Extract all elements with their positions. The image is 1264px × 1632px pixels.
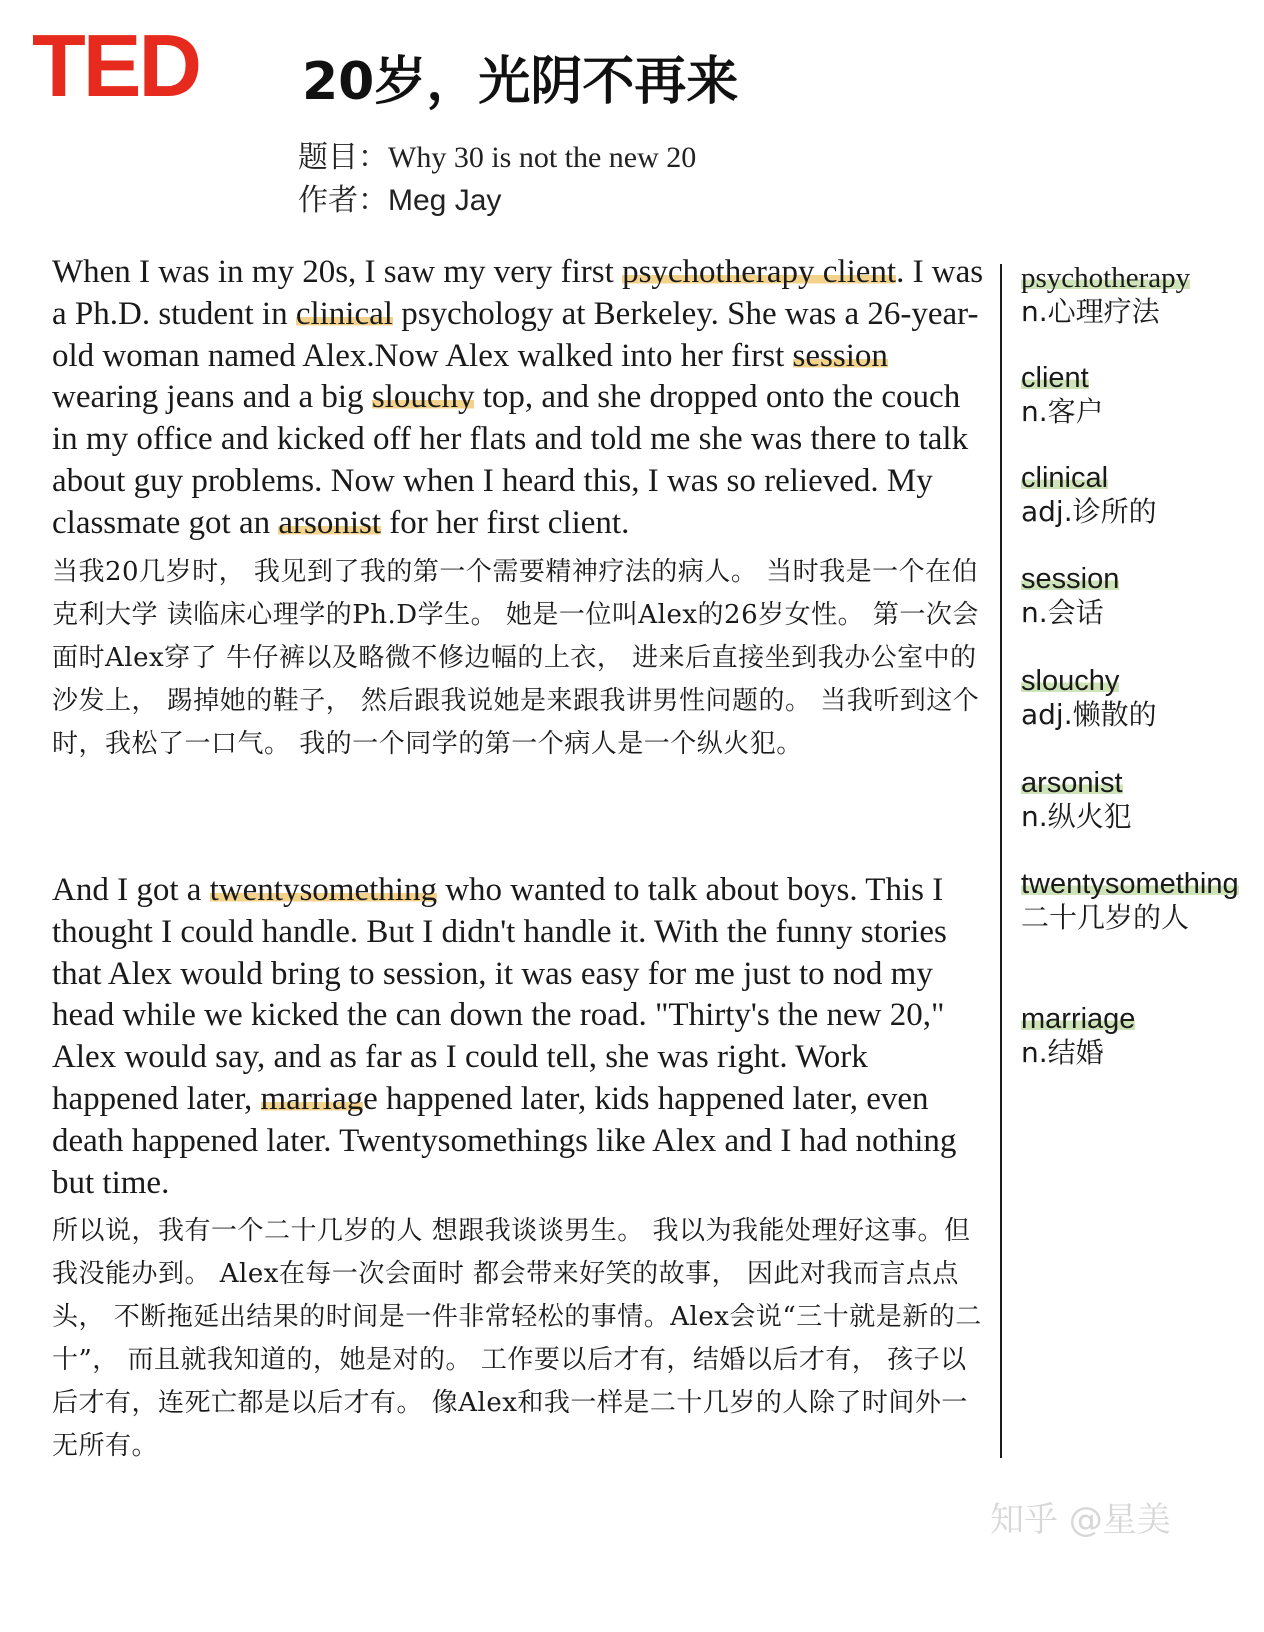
glossary-definition: adj.诊所的 bbox=[1021, 495, 1157, 528]
text-run: And I got a bbox=[52, 872, 210, 908]
highlighted-term: twentysomething bbox=[209, 872, 437, 908]
text-run: for her first client. bbox=[381, 504, 630, 541]
glossary-word bbox=[1021, 362, 1257, 395]
paragraph-2-chinese: 所以说，我有一个二十几岁的人 想跟我谈谈男生。 我以为我能处理好这事。但我没能办到。 Alex在每一次会面时 都会带来好笑的故事， 因此对我而言点点头， 不断拖延出结果的时间是一件非常轻松的事情。Alex会说“三十就是新的二十”， 而且就我知道的，她是对的。 工作要以后才有，结婚以后才有， 孩子以后才有，连死亡都是以后才有。 像Alex和我一样是二十几岁的人除了时间外一无所有。 bbox=[52, 1216, 982, 1462]
highlighted-term: session bbox=[792, 337, 888, 374]
glossary-word bbox=[1021, 262, 1257, 295]
glossary-entry bbox=[1021, 767, 1257, 834]
ted-logo: TED bbox=[32, 16, 199, 115]
topic-label: 题目： bbox=[298, 140, 388, 175]
highlighted-term: psychotherapy client bbox=[622, 254, 897, 290]
highlighted-term: slouchy bbox=[371, 379, 475, 416]
paragraph-1-chinese: 当我20几岁时， 我见到了我的第一个需要精神疗法的病人。 当时我是一个在伯克利大学 读临床心理学的Ph.D学生。 她是一位叫Alex的26岁女性。 第一次会面时Alex穿了 牛仔裤以及略微不修边幅的上衣， 进来后直接坐到我办公室中的沙发上， 踢掉她的鞋子， 然后跟我说她是来跟我讲男性问题的。 当我听到这个时，我松了一口气。 我的一个同学的第一个病人是一个纵火犯。 bbox=[52, 556, 980, 759]
glossary-entry bbox=[1021, 362, 1257, 429]
glossary-definition: adj.懒散的 bbox=[1021, 698, 1157, 731]
glossary-word-text: psychotherapy bbox=[1021, 262, 1191, 294]
text-run: When I was in my 20s, I saw my very first bbox=[52, 254, 623, 290]
column-divider bbox=[1000, 264, 1002, 1458]
highlighted-term: clinical bbox=[295, 295, 393, 332]
glossary-definition: n.会话 bbox=[1021, 596, 1104, 629]
text-run: wearing jeans and a big bbox=[52, 379, 372, 416]
glossary-word-text: twentysomething bbox=[1021, 868, 1239, 900]
glossary-word bbox=[1021, 462, 1257, 495]
glossary-entry bbox=[1021, 462, 1257, 529]
text-run: top, and she dropped onto the couch in my office and kicked off her flats and told me she was there to talk about guy problems. Now when I heard this, I was so relieved. My classmate got an bbox=[52, 379, 969, 541]
glossary-entry bbox=[1021, 262, 1257, 329]
glossary-definition: 二十几岁的人 bbox=[1021, 901, 1190, 934]
glossary-word bbox=[1021, 563, 1257, 596]
glossary-word bbox=[1021, 1003, 1257, 1036]
glossary-word-text: clinical bbox=[1021, 462, 1109, 494]
text-run: psychology at Berkeley. She was a 26-year-old woman named Alex.Now Alex walked into her first bbox=[52, 295, 979, 374]
highlighted-term: arsonist bbox=[278, 504, 382, 541]
topic-row bbox=[298, 138, 696, 178]
paragraph-1-english bbox=[52, 252, 988, 545]
paragraph-2-english bbox=[52, 870, 988, 1204]
highlighted-term: marriag bbox=[260, 1080, 364, 1117]
glossary-word bbox=[1021, 767, 1257, 800]
glossary-word-text: session bbox=[1021, 563, 1120, 595]
author-row bbox=[298, 181, 501, 221]
glossary-word bbox=[1021, 665, 1257, 698]
glossary-word-text: arsonist bbox=[1021, 767, 1123, 799]
author-value: Meg Jay bbox=[388, 184, 502, 217]
glossary-entry bbox=[1021, 665, 1257, 732]
glossary-definition: n.结婚 bbox=[1021, 1036, 1104, 1069]
glossary-definition: n.纵火犯 bbox=[1021, 800, 1132, 833]
glossary-word-text: client bbox=[1021, 362, 1089, 394]
paragraph-2 bbox=[52, 870, 988, 1468]
glossary-word-text: slouchy bbox=[1021, 665, 1120, 697]
text-run: . I was a Ph.D. student in bbox=[52, 254, 984, 332]
page-title: 20岁，光阴不再来 bbox=[302, 52, 739, 112]
topic-value: Why 30 is not the new 20 bbox=[388, 141, 697, 174]
author-label: 作者： bbox=[298, 183, 388, 218]
glossary-entry bbox=[1021, 868, 1257, 935]
glossary-definition: n.客户 bbox=[1021, 395, 1104, 428]
text-run: who wanted to talk about boys. This I thought I could handle. But I didn't handle it. With the funny stories that Alex would bring to session, it was easy for me just to nod my head while we kicked the can down the road. "Thirty's the new 20," Alex would say, and as far as I could tell, she was right. Work happened later, bbox=[52, 872, 947, 1117]
text-run: e happened later, kids happened later, even death happened later. Twentysomethings like Alex and I had nothing but time. bbox=[52, 1080, 957, 1201]
glossary-word-text: marriage bbox=[1021, 1003, 1136, 1035]
glossary-entry bbox=[1021, 1003, 1257, 1070]
paragraph-1 bbox=[52, 252, 988, 766]
watermark: 知乎 @星美 bbox=[990, 1500, 1171, 1540]
glossary-word bbox=[1021, 868, 1257, 901]
glossary-definition: n.心理疗法 bbox=[1021, 295, 1160, 328]
glossary-entry bbox=[1021, 563, 1257, 630]
